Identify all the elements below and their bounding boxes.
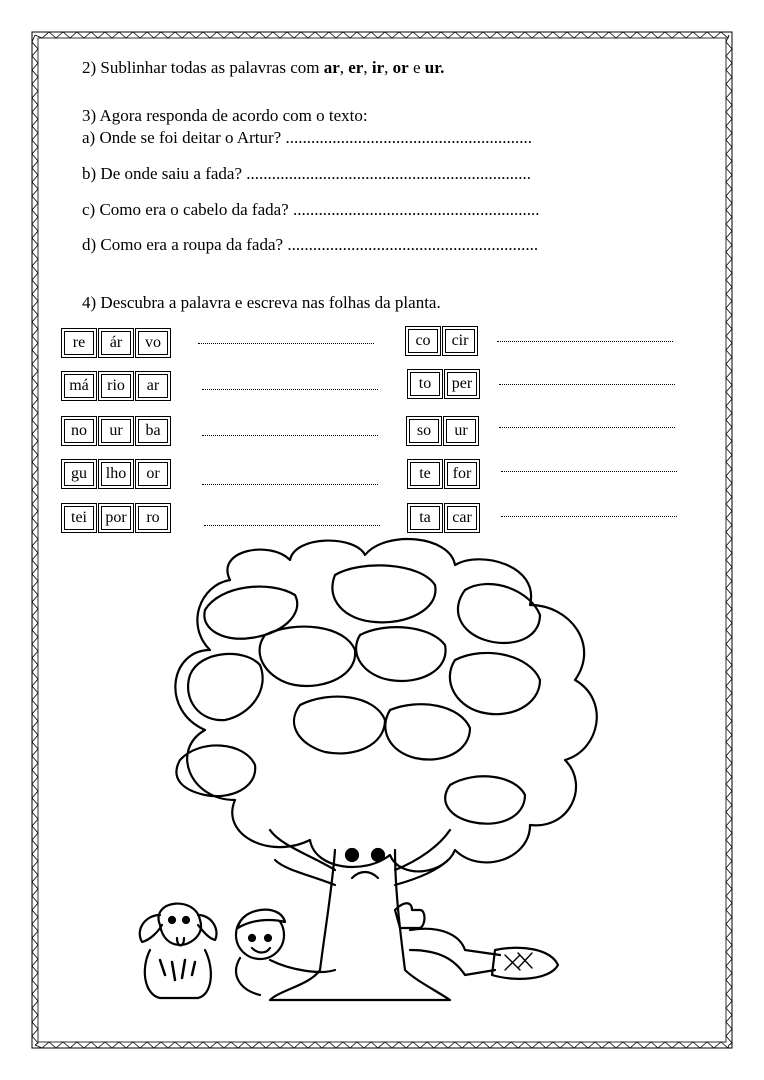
syllable-box: per (447, 372, 477, 396)
leaf (445, 776, 525, 823)
syllable-ir: ir (371, 58, 385, 77)
dog-eye (183, 917, 189, 923)
sneaker (492, 948, 558, 979)
question-3-title: 3) Agora responda de acordo com o texto: (82, 106, 368, 125)
tree-arm-left (270, 830, 335, 885)
boy-legs (410, 929, 500, 975)
question-3d: d) Como era a roupa da fada? ........................................................... (82, 235, 539, 254)
separator: , (384, 58, 393, 77)
answer-line[interactable] (198, 343, 374, 344)
boy-eye (265, 935, 271, 941)
answer-line[interactable] (202, 435, 378, 436)
dog-head (159, 904, 201, 945)
syllable-box: car (447, 506, 477, 530)
syllable-box: ar (138, 374, 168, 398)
syllable-box: to (410, 372, 440, 396)
tree-eye-right (372, 849, 384, 861)
tree-mouth (352, 872, 378, 878)
answer-line[interactable] (499, 384, 675, 385)
dog-eye (169, 917, 175, 923)
syllable-row-right-4 (410, 462, 484, 486)
syllable-box: ba (138, 419, 168, 443)
syllable-box: por (101, 506, 131, 530)
syllable-box: co (408, 329, 438, 353)
syllable-row-right-3 (409, 419, 483, 443)
syllable-box: ro (138, 506, 168, 530)
leaf (458, 584, 540, 643)
syllable-er: er (348, 58, 364, 77)
dog-fur-marks (160, 960, 195, 980)
tree-arm-right (395, 830, 450, 885)
syllable-row-right-2 (410, 372, 484, 396)
answer-line[interactable] (501, 516, 677, 517)
question-2 (82, 58, 444, 78)
leaf (385, 704, 470, 759)
leaf (450, 653, 540, 714)
tree-eye-left (346, 849, 358, 861)
syllable-box: ur (446, 419, 476, 443)
answer-line[interactable] (499, 427, 675, 428)
question-2-text: 2) Sublinhar todas as palavras com (82, 58, 324, 77)
syllable-box: for (447, 462, 477, 486)
separator: , (363, 58, 372, 77)
syllable-box: gu (64, 462, 94, 486)
tree-illustration (120, 530, 620, 1030)
syllable-box: lho (101, 462, 131, 486)
leaf (260, 627, 356, 686)
sneaker-laces (505, 953, 532, 970)
answer-line[interactable] (497, 341, 673, 342)
syllable-box: or (138, 462, 168, 486)
syllable-row-left-1 (64, 331, 175, 355)
conjunction: e (408, 58, 425, 77)
syllable-box: so (409, 419, 439, 443)
syllable-row-left-5 (64, 506, 175, 530)
boy-smile (252, 948, 270, 953)
syllable-row-right-1 (408, 329, 482, 353)
syllable-box: ur (101, 419, 131, 443)
syllable-box: rio (101, 374, 131, 398)
syllable-box: tei (64, 506, 94, 530)
syllable-box: re (64, 331, 94, 355)
syllable-ar: ar (323, 58, 340, 77)
leaf (188, 654, 263, 720)
boy-cap (238, 910, 285, 928)
syllable-box: te (410, 462, 440, 486)
answer-line[interactable] (501, 471, 677, 472)
syllable-box: no (64, 419, 94, 443)
syllable-box: ta (410, 506, 440, 530)
syllable-box: vo (138, 331, 168, 355)
syllable-row-left-4 (64, 462, 175, 486)
question-3a: a) Onde se foi deitar o Artur? .......................................................... (82, 128, 532, 147)
boy-eye (249, 935, 255, 941)
answer-line[interactable] (202, 484, 378, 485)
leaf (294, 697, 385, 754)
syllable-row-right-5 (410, 506, 484, 530)
syllable-box: ár (101, 331, 131, 355)
dog-body (145, 950, 211, 998)
syllable-ur: ur. (424, 58, 445, 77)
syllable-row-left-3 (64, 419, 175, 443)
answer-line[interactable] (202, 389, 378, 390)
syllable-row-left-2 (64, 374, 175, 398)
syllable-or: or (392, 58, 409, 77)
question-3c: c) Como era o cabelo da fada? .......................................................... (82, 200, 540, 219)
question-3b: b) De onde saiu a fada? ................................................................... (82, 164, 532, 183)
leaf (356, 627, 445, 681)
syllable-box: má (64, 374, 94, 398)
syllable-box: cir (445, 329, 475, 353)
separator: , (339, 58, 349, 77)
leaf (332, 565, 435, 622)
leaf (204, 587, 297, 639)
answer-line[interactable] (204, 525, 380, 526)
question-4-title: 4) Descubra a palavra e escreva nas folhas da planta. (82, 293, 441, 312)
